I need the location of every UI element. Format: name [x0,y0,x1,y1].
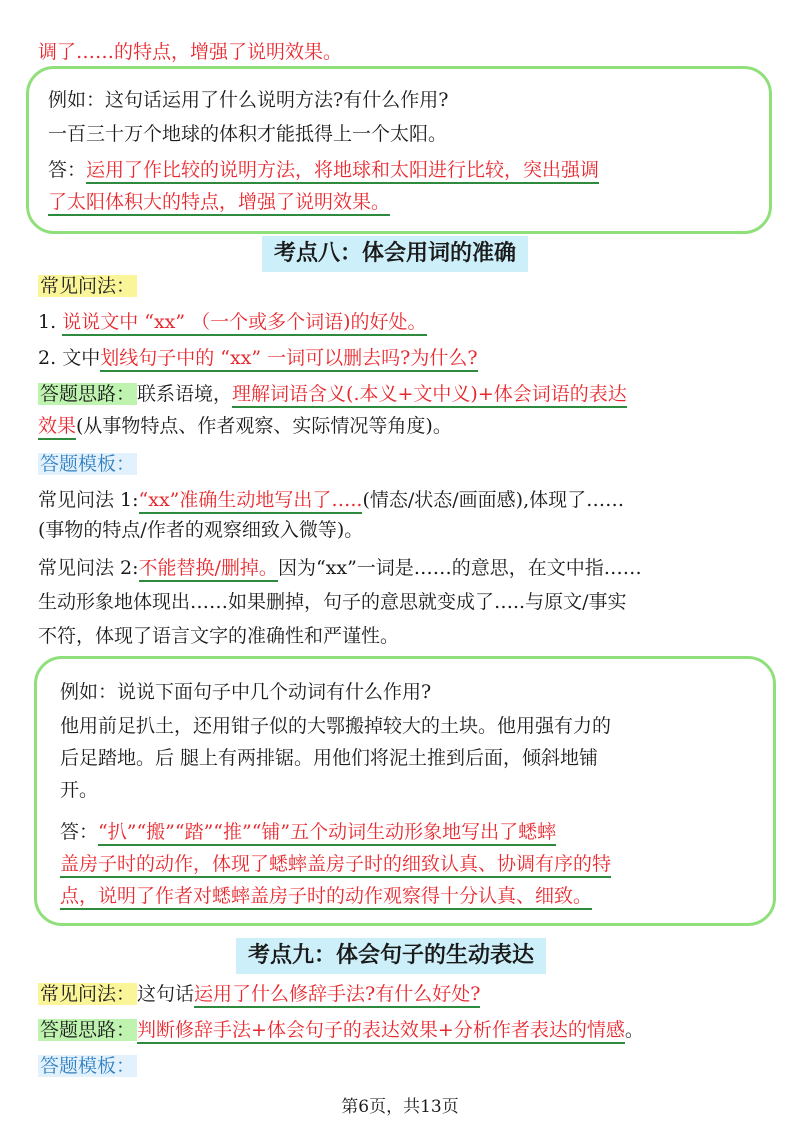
common-question-line [38,980,480,1008]
template-1-line2: (事物的特点/作者的观察细致入微等)。 [38,519,364,541]
template-text: 不能替换/删掉。 [139,557,278,582]
question-prefix: 文中 [62,347,101,369]
common-label: 常见问法： [40,275,136,297]
answer-text: 盖房子时的动作，体现了蟋蟀盖房子时的细致认真、协调有序的特 [60,853,611,878]
template-text: “xx”准确生动地写出了….. [139,489,363,514]
answer-text: 运用了作比较的说明方法，将地球和太阳进行比较，突出强调 [86,159,599,184]
page-footer: 第6页，共13页 [341,1097,459,1117]
question-text: 这句话运用了什么说明方法?有什么作用? [105,89,449,111]
template-1-line1 [38,486,624,514]
example2-answer-line1 [60,818,556,846]
question-1 [38,308,427,336]
example1-answer-line1 [48,156,599,184]
template-2-line2: 生动形象地体现出……如果删掉，句子的意思就变成了…..与原文/事实 [38,591,627,613]
common-text: 运用了什么修辞手法?有什么好处? [194,983,480,1008]
thinking-text: 理解词语含义(.本义+文中义)+体会词语的表达 [232,383,627,408]
example1-sentence: 一百三十万个地球的体积才能抵得上一个太阳。 [48,123,448,145]
example1-question [48,86,448,114]
thinking-text: 判断修辞手法+体会句子的表达效果+分析作者表达的情感 [137,1019,625,1044]
thinking-line-1 [38,380,627,408]
template-label-line [38,450,137,478]
question-text: 说说文中 “xx” （一个或多个词语)的好处。 [62,311,426,336]
thinking-line-2 [38,412,452,440]
section-9-heading: 考点九：体会句子的生动表达 [236,938,546,974]
template-label: 答题模板： [40,1055,136,1077]
common-question-label [38,272,137,300]
example2-sentence-1: 他用前足扒土，还用钳子似的大鄂搬掉较大的土块。他用强有力的 [60,715,612,737]
common-label: 常见问法： [40,983,136,1005]
thinking-text: 效果 [38,415,76,440]
question-number: 1. [38,311,57,333]
template-label: 答题模板： [40,453,136,475]
example-label: 例如： [48,89,106,111]
answer-text: “扒”“搬”“踏”“推”“铺”五个动词生动形象地写出了蟋蟀 [98,821,556,846]
common-prefix: 这句话 [137,983,195,1005]
template-prefix: 常见问法 1: [38,489,139,511]
continuation-text: 调了……的特点，增强了说明效果。 [38,41,343,63]
example2-question [60,678,431,706]
thinking-prefix: 联系语境， [137,383,233,405]
template-2-line3: 不符，体现了语言文字的准确性和严谨性。 [38,625,400,647]
question-number: 2. [38,347,57,369]
answer-text: 点，说明了作者对蟋蟀盖房子时的动作观察得十分认真、细致。 [60,885,592,910]
example1-answer-line2 [48,188,390,216]
example2-answer-line2 [60,850,611,878]
example2-sentence-3: 开。 [60,779,99,801]
template-suffix: 因为“xx”一词是……的意思，在文中指…… [277,557,642,579]
answer-text: 了太阳体积大的特点，增强了说明效果。 [48,191,390,216]
thinking-label: 答题思路： [40,383,136,405]
example2-sentence-2: 后足踏地。后 腿上有两排锯。用他们将泥土推到后面，倾斜地铺 [60,747,599,769]
thinking-line [38,1016,644,1044]
thinking-label: 答题思路： [40,1019,136,1041]
question-text: 说说下面句子中几个动词有什么作用? [117,681,432,703]
question-2 [38,344,478,372]
question-text: 划线句子中的 “xx” 一词可以删去吗?为什么? [100,347,477,372]
section-8-heading: 考点八：体会用词的准确 [262,236,528,272]
template-2-line1 [38,554,642,582]
answer-label: 答： [60,821,99,843]
thinking-suffix: 。 [624,1019,644,1041]
example-label: 例如： [60,681,118,703]
template-prefix: 常见问法 2: [38,557,139,579]
template-label-line [38,1052,137,1080]
answer-label: 答： [48,159,87,181]
thinking-suffix: (从事物特点、作者观察、实际情况等角度)。 [76,415,452,437]
template-suffix: (情态/状态/画面感),体现了…… [362,489,625,511]
example2-answer-line3 [60,882,592,910]
